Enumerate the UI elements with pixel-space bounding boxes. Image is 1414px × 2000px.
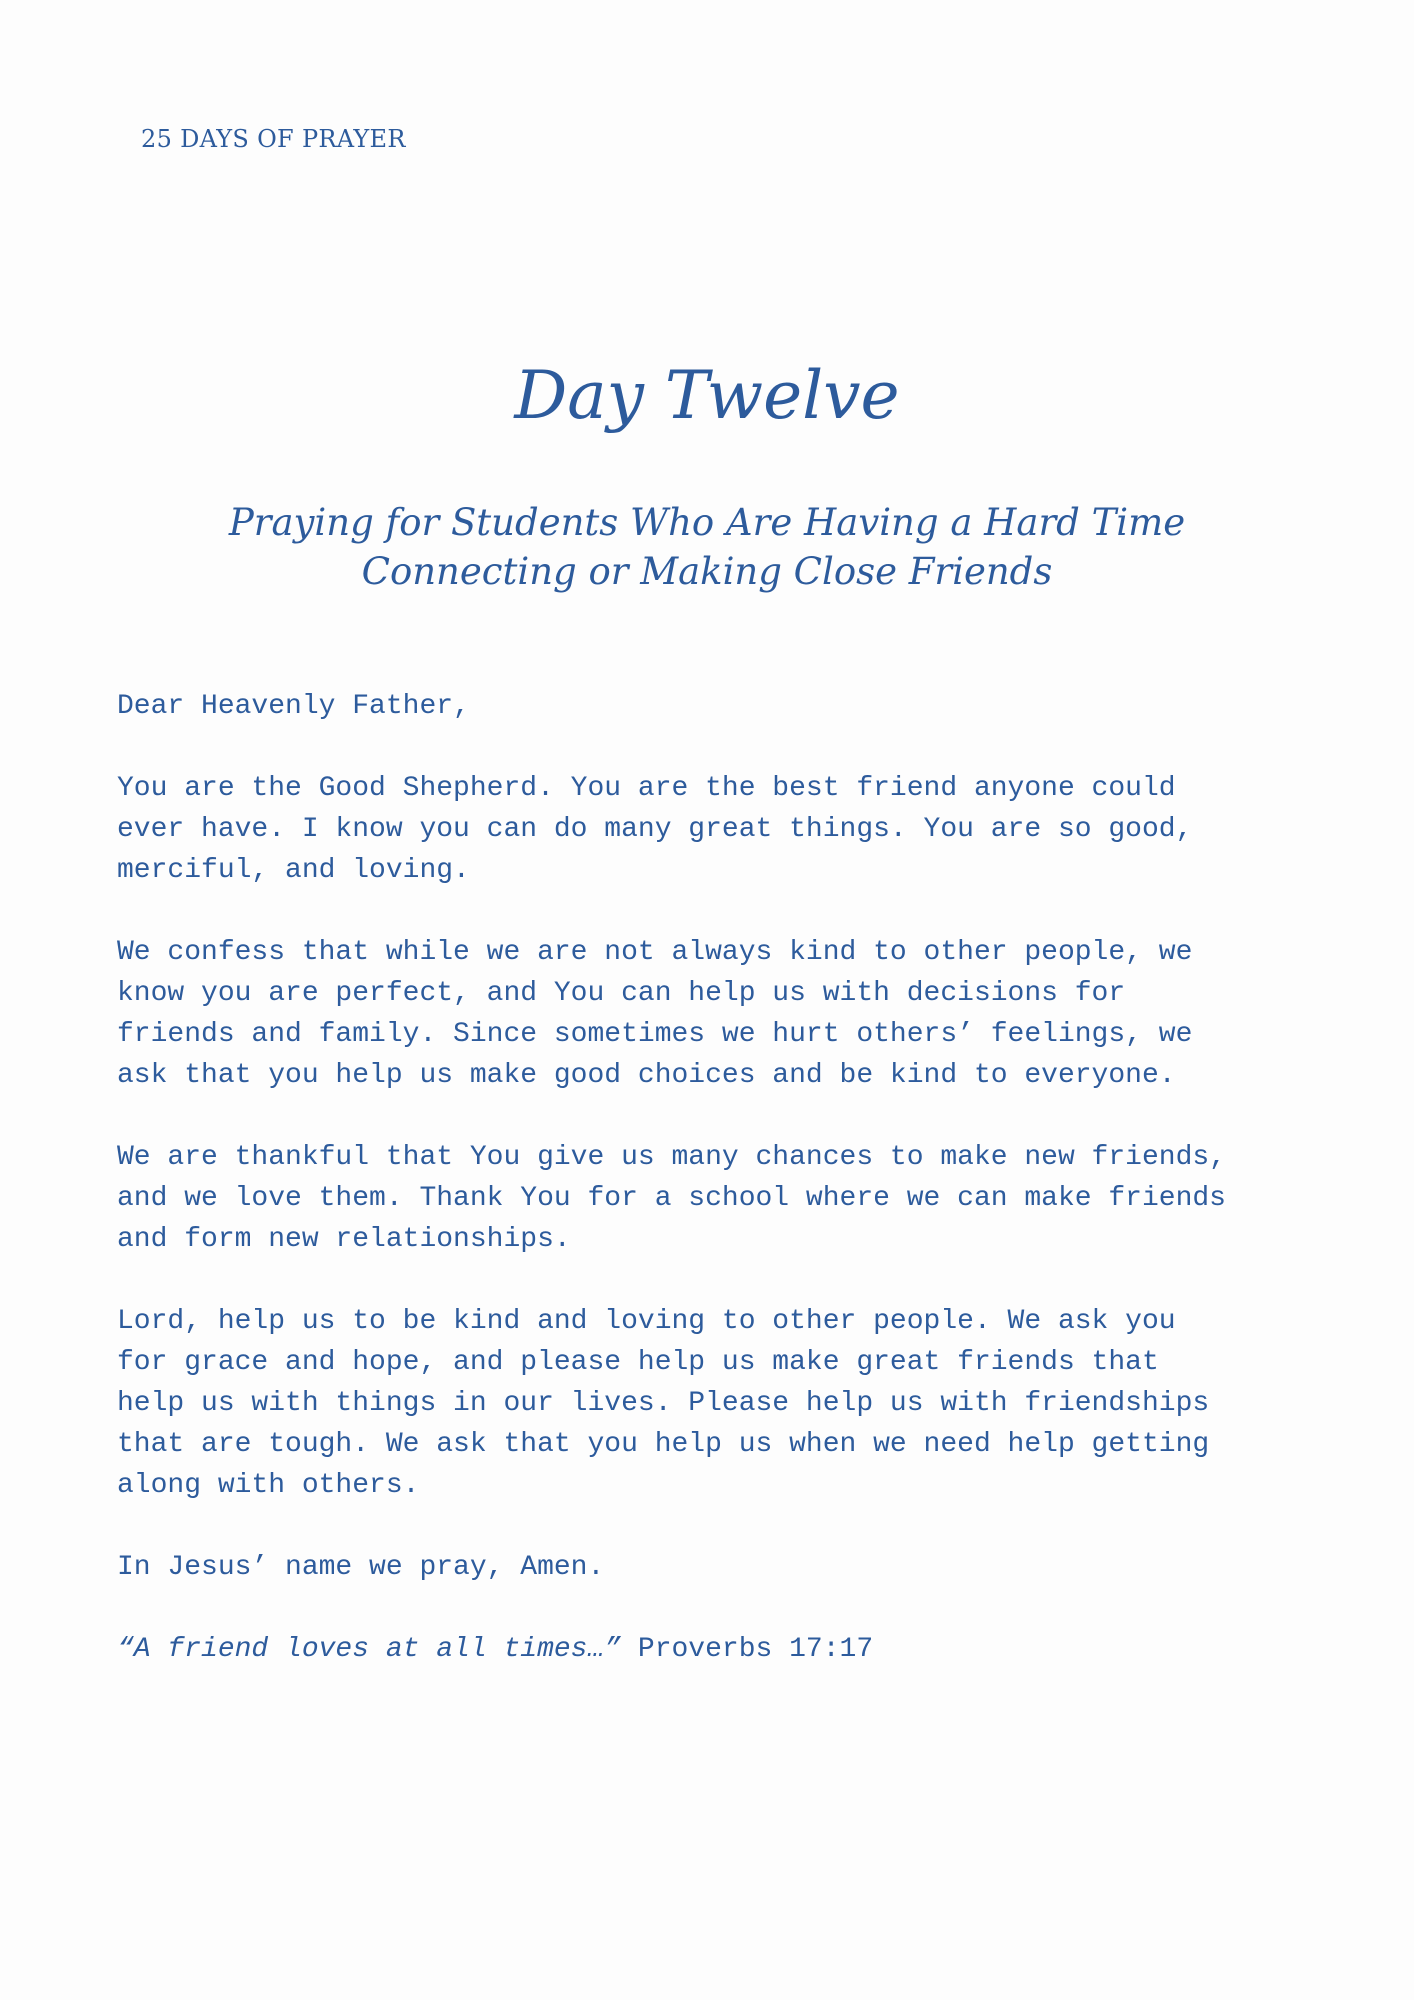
prayer-subtitle [150,498,1264,596]
prayer-paragraph-2 [117,932,1317,1096]
subtitle-line-2: Connecting or Making Close Friends [361,550,1053,593]
paragraph-line: and we love them. Thank You for a school where we can make friends [117,1183,1226,1214]
prayer-paragraph-4 [117,1301,1317,1506]
paragraph-line: for grace and hope, and please help us make great friends that [117,1347,1159,1378]
paragraph-line: know you are perfect, and You can help us with decisions for [117,978,1126,1009]
paragraph-line: We are thankful that You give us many chances to make new friends, [117,1142,1226,1173]
verse-reference: Proverbs 17:17 [621,1634,874,1665]
paragraph-line: help us with things in our lives. Please help us with friendships [117,1388,1210,1419]
paragraph-line: ask that you help us make good choices and be kind to everyone. [117,1060,1176,1091]
prayer-paragraph-1 [117,768,1317,891]
verse-quote: “A friend loves at all times…” [117,1634,622,1665]
closing-line: In Jesus’ name we pray, Amen. [117,1552,605,1583]
subtitle-line-1: Praying for Students Who Are Having a Hard Time [228,501,1186,544]
paragraph-line: friends and family. Since sometimes we hurt others’ feelings, we [117,1019,1193,1050]
prayer-greeting [117,686,1317,727]
paragraph-line: and form new relationships. [117,1224,571,1255]
paragraph-line: Lord, help us to be kind and loving to other people. We ask you [117,1306,1176,1337]
prayer-closing [117,1547,1317,1588]
paragraph-line: We confess that while we are not always kind to other people, we [117,937,1193,968]
paragraph-line: You are the Good Shepherd. You are the best friend anyone could [117,773,1176,804]
paragraph-line: that are tough. We ask that you help us when we need help getting [117,1429,1210,1460]
day-title: Day Twelve [514,357,900,434]
paragraph-line: along with others. [117,1470,420,1501]
verse-line [117,1629,1317,1670]
prayer-paragraph-3 [117,1137,1317,1260]
paragraph-line: ever have. I know you can do many great things. You are so good, [117,814,1193,845]
series-title: 25 DAYS OF PRAYER [141,125,406,153]
bible-verse [117,1629,1317,1670]
prayer-body [117,686,1317,1711]
greeting-line: Dear Heavenly Father, [117,691,470,722]
paragraph-line: merciful, and loving. [117,855,470,886]
